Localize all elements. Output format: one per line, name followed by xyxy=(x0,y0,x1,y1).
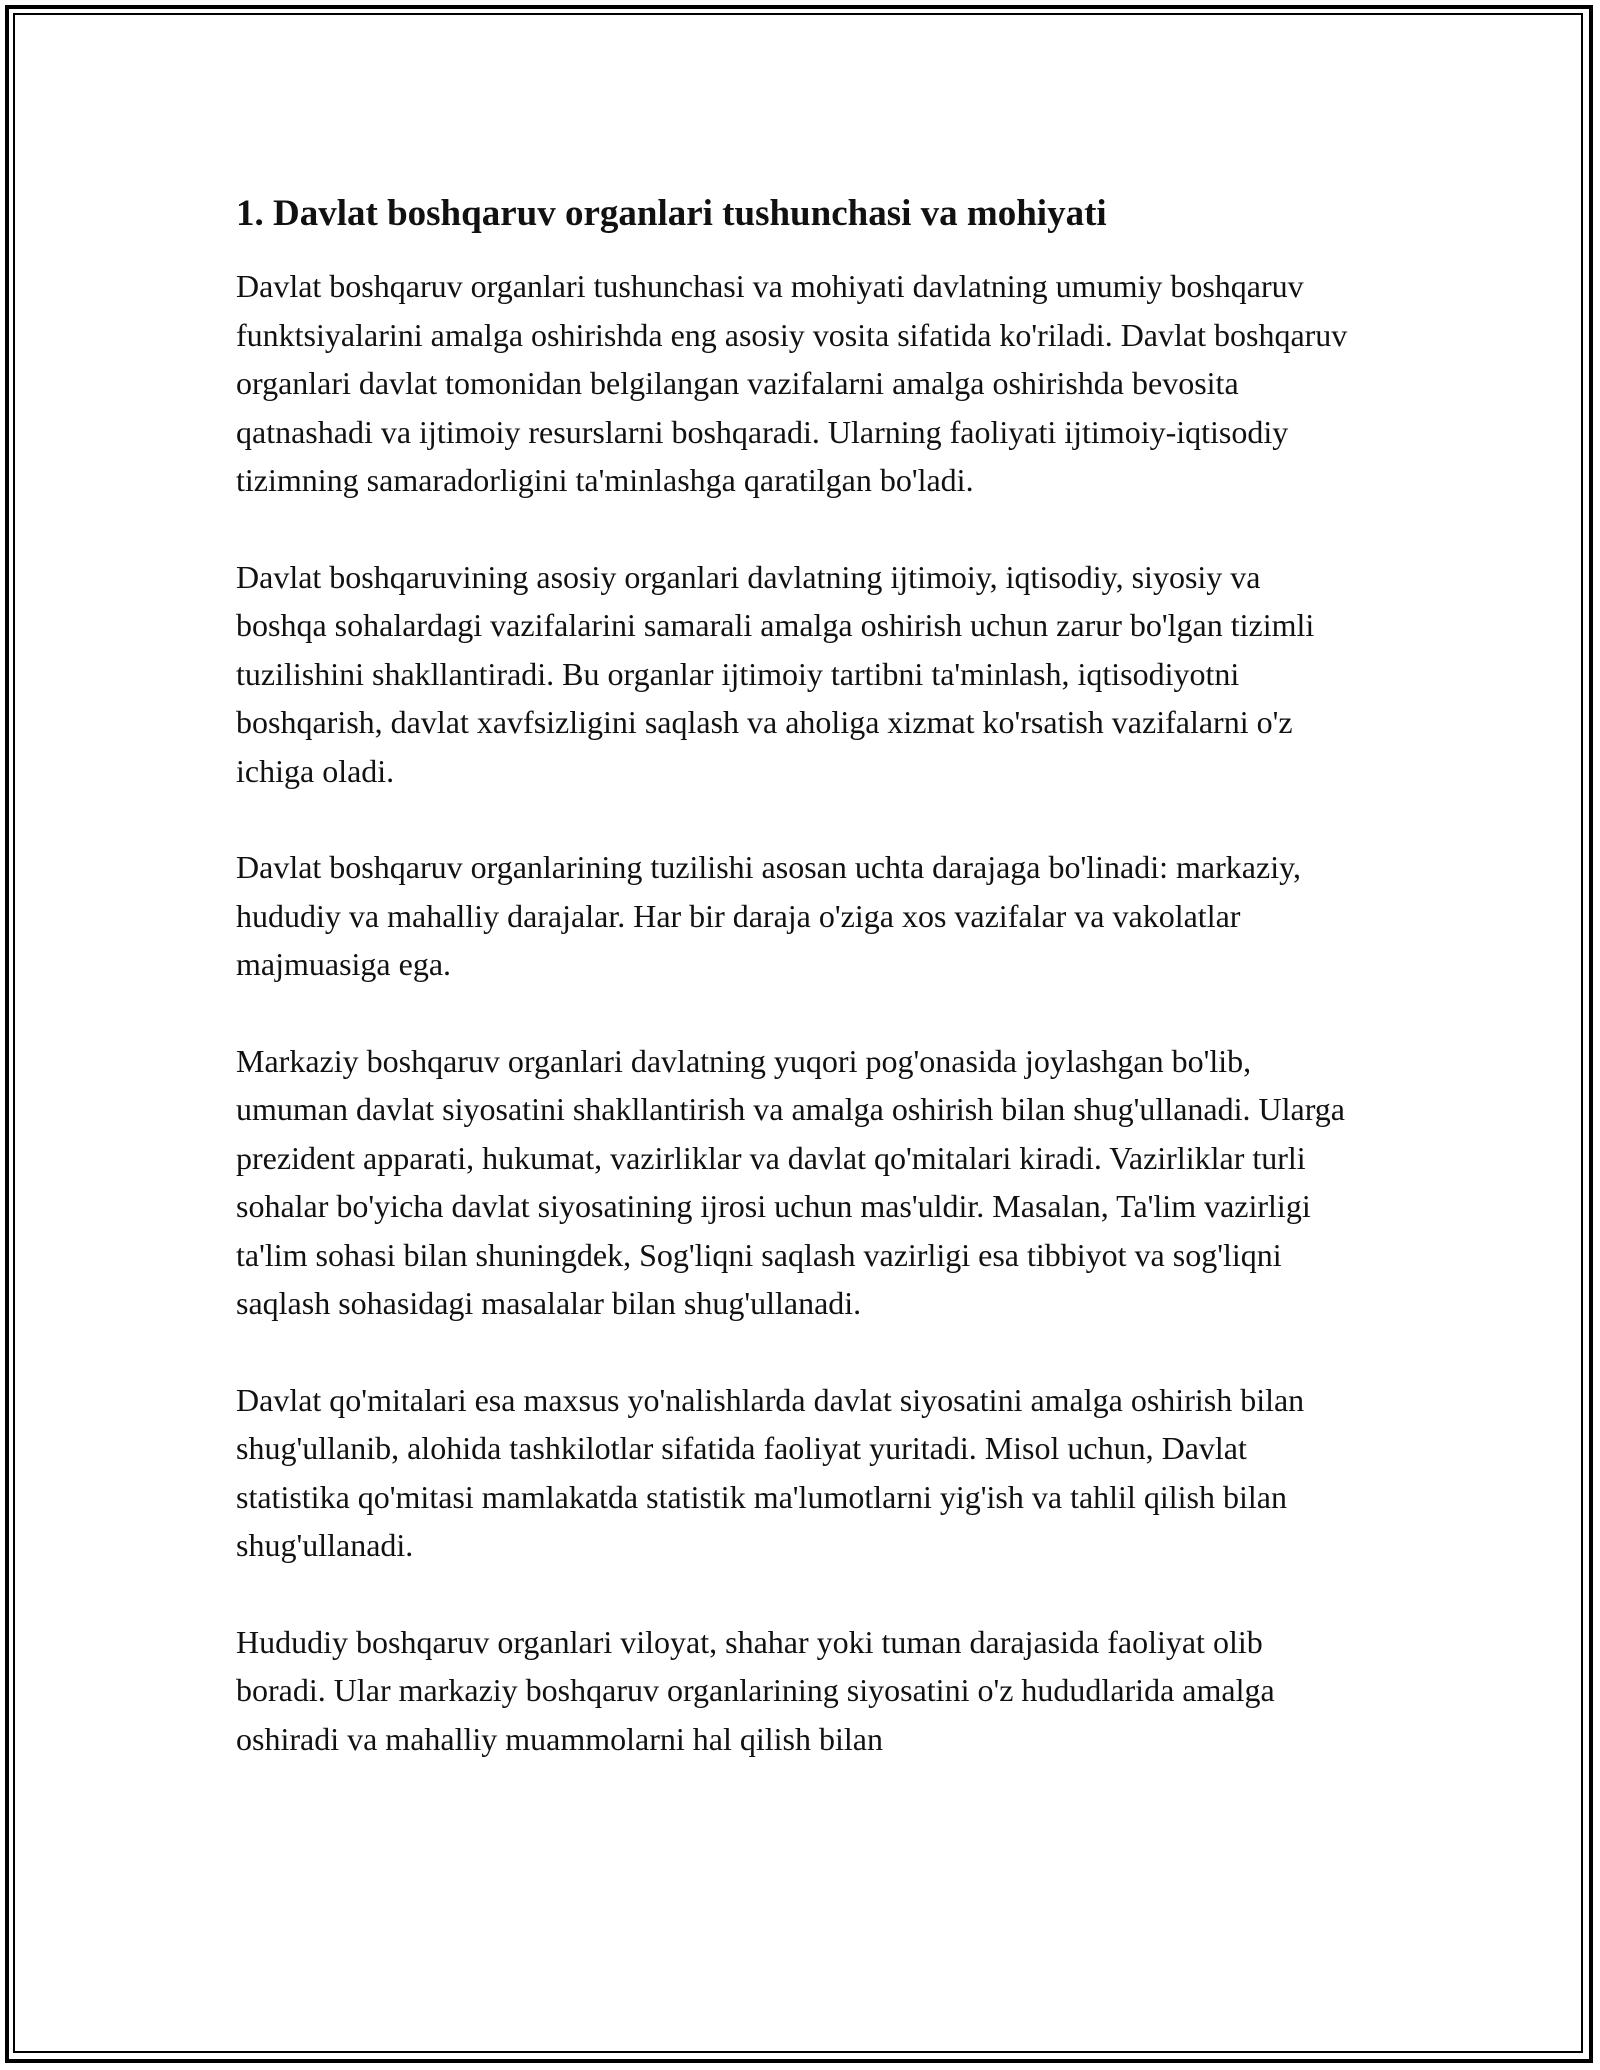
paragraph-3: Davlat boshqaruv organlarining tuzilishi asosan uchta darajaga bo'linadi: markaziy, hududiy va mahalliy darajalar. Har bir daraja o'ziga xos vazifalar va vakolatlar majmuasiga ega. xyxy=(236,849,1301,982)
document-body xyxy=(236,186,1356,1763)
section-heading: 1. Davlat boshqaruv organlari tushunchasi va mohiyati xyxy=(236,193,1107,234)
paragraph-2: Davlat boshqaruvining asosiy organlari davlatning ijtimoiy, iqtisodiy, siyosiy va boshqa sohalardagi vazifalarini samarali amalga oshirish uchun zarur bo'lgan tizimli tuzilishini shakllantiradi. Bu organlar ijtimoiy tartibni ta'minlash, iqtisodiyotni boshqarish, davlat xavfsizligini saqlash va aholiga xizmat ko'rsatish vazifalarni o'z ichiga oladi. xyxy=(236,558,1315,789)
paragraph-4: Markaziy boshqaruv organlari davlatning yuqori pog'onasida joylashgan bo'lib, umuman davlat siyosatini shakllantirish va amalga oshirish bilan shug'ullanadi. Ularga prezident apparati, hukumat, vazirliklar va davlat qo'mitalari kiradi. Vazirliklar turli sohalar bo'yicha davlat siyosatining ijrosi uchun mas'uldir. Masalan, Ta'lim vazirligi ta'lim sohasi bilan shuningdek, Sog'liqni saqlash vazirligi esa tibbiyot va sog'liqni saqlash sohasidagi masalalar bilan shug'ullanadi. xyxy=(236,1042,1345,1321)
paragraph-5: Davlat qo'mitalari esa maxsus yo'nalishlarda davlat siyosatini amalga oshirish bilan shug'ullanib, alohida tashkilotlar sifatida faoliyat yuritadi. Misol uchun, Davlat statistika qo'mitasi mamlakatda statistik ma'lumotlarni yig'ish va tahlil qilish bilan shug'ullanadi. xyxy=(236,1381,1305,1563)
paragraph-6: Hududiy boshqaruv organlari viloyat, shahar yoki tuman darajasida faoliyat olib boradi. Ular markaziy boshqaruv organlarining siyosatini o'z hududlarida amalga oshiradi va mahalliy muammolarni hal qilish bilan xyxy=(236,1623,1275,1757)
paragraph-1: Davlat boshqaruv organlari tushunchasi va mohiyati davlatning umumiy boshqaruv funktsiyalarini amalga oshirishda eng asosiy vosita sifatida ko'riladi. Davlat boshqaruv organlari davlat tomonidan belgilangan vazifalarni amalga oshirishda bevosita qatnashadi va ijtimoiy resurslarni boshqaradi. Ularning faoliyati ijtimoiy-iqtisodiy tizimning samaradorligini ta'minlashga qaratilgan bo'ladi. xyxy=(236,268,1348,498)
